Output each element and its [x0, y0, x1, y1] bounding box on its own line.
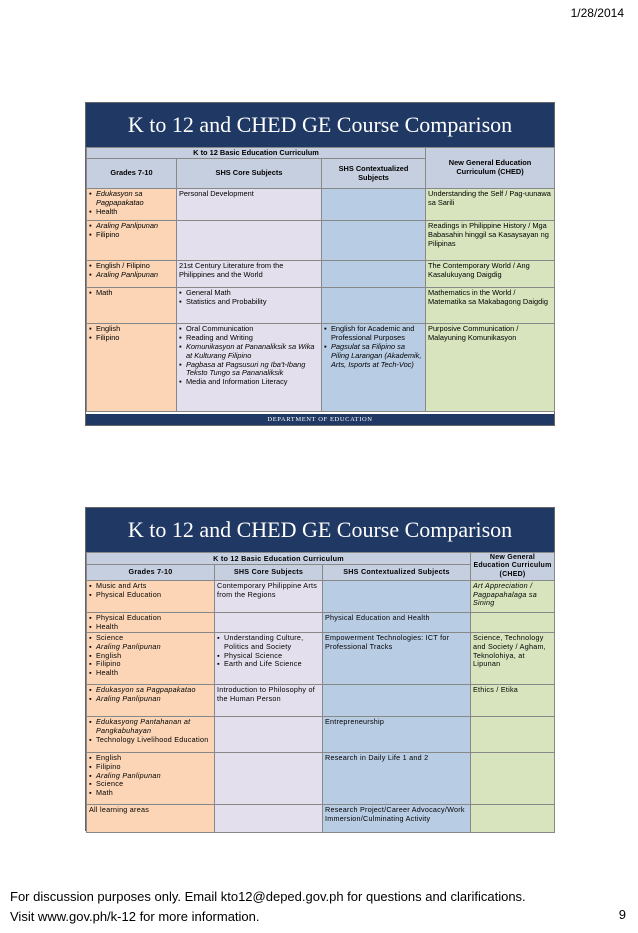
col-core-header: SHS Core Subjects: [177, 159, 322, 189]
table-row: [87, 189, 555, 221]
cell: Entrepreneurship: [323, 717, 471, 753]
list-item: ▪ Filipino: [96, 231, 174, 240]
cell: Art Appreciation / Pagpapahalaga sa Sining: [471, 581, 555, 613]
list-item: ▪ Filipino: [96, 660, 212, 669]
col-core-header: SHS Core Subjects: [215, 565, 323, 581]
cell: Science, Technology and Society / Agham, Teknolohiya, at Lipunan: [471, 633, 555, 685]
list-item: ▪ Music and Arts: [96, 582, 212, 591]
table-row: [87, 221, 555, 261]
table-row: [87, 581, 555, 613]
cell: Introduction to Philosophy of the Human Person: [215, 685, 323, 717]
cell: Physical Education and Health: [323, 613, 471, 633]
list-item: ▪ Pagbasa at Pagsusuri ng Iba't-Ibang Teksto Tungo sa Pananaliksik: [186, 361, 319, 379]
table-row: [87, 288, 555, 324]
list-item: ▪ Pagsulat sa Filipino sa Piling Larangan (Akademik, Arts, Isports at Tech-Voc): [331, 343, 423, 370]
list-item: ▪ Filipino: [96, 763, 212, 772]
list-item: ▪ General Math: [186, 289, 319, 298]
table-row: [87, 261, 555, 288]
comparison-table-2: [86, 552, 555, 833]
slide-1: [85, 102, 555, 426]
list-item: ▪ Araling Panlipunan: [96, 222, 174, 231]
list-item: ▪ Math: [96, 789, 212, 798]
list-item: ▪ English: [96, 652, 212, 661]
list-item: ▪ Araling Panlipunan: [96, 643, 212, 652]
comparison-table-1: [86, 147, 555, 412]
list-item: ▪ Reading and Writing: [186, 334, 319, 343]
list-item: ▪ Statistics and Probability: [186, 298, 319, 307]
cell: The Contemporary World / Ang Kasalukuyang Daigdig: [426, 261, 555, 288]
slide-1-title: K to 12 and CHED GE Course Comparison: [86, 103, 554, 147]
list-item: ▪ Math: [96, 289, 174, 298]
col-grades-header: Grades 7-10: [87, 159, 177, 189]
cell: Contemporary Philippine Arts from the Regions: [215, 581, 323, 613]
cell: Research in Daily Life 1 and 2: [323, 753, 471, 805]
list-item: ▪ English for Academic and Professional Purposes: [331, 325, 423, 343]
table-row: [87, 324, 555, 412]
table-row: [87, 685, 555, 717]
footer-line-2: Visit www.gov.ph/k-12 for more information.: [10, 909, 260, 924]
department-footer: DEPARTMENT OF EDUCATION: [86, 414, 554, 425]
cell: Ethics / Etika: [471, 685, 555, 717]
list-item: ▪ Earth and Life Science: [224, 660, 320, 669]
table-row: [87, 613, 555, 633]
col-ched-header: New General Education Curriculum (CHED): [426, 148, 555, 189]
list-item: ▪ Health: [96, 623, 212, 632]
slide-2: [85, 507, 555, 831]
list-item: ▪ Edukasyon sa Pagpapakatao: [96, 686, 212, 695]
table-row: [87, 805, 555, 833]
list-item: ▪ Science: [96, 780, 212, 789]
table-row: [87, 717, 555, 753]
list-item: ▪ Media and Information Literacy: [186, 378, 319, 387]
slide-2-title: K to 12 and CHED GE Course Comparison: [86, 508, 554, 552]
page-footer: [10, 887, 526, 927]
group-header: K to 12 Basic Education Curriculum: [87, 553, 471, 565]
col-context-header: SHS Contextualized Subjects: [323, 565, 471, 581]
list-item: ▪ Komunikasyon at Pananaliksik sa Wika at Kulturang Filipino: [186, 343, 319, 361]
list-item: ▪ English: [96, 325, 174, 334]
col-ched-header: New General Education Curriculum (CHED): [471, 553, 555, 581]
cell: Empowerment Technologies: ICT for Professional Tracks: [323, 633, 471, 685]
list-item: ▪ Araling Panlipunan: [96, 695, 212, 704]
cell: Research Project/Career Advocacy/Work Immersion/Culminating Activity: [323, 805, 471, 833]
col-grades-header: Grades 7-10: [87, 565, 215, 581]
list-item: ▪ Edukasyon sa Pagpapakatao: [96, 190, 174, 208]
list-item: ▪ Araling Panlipunan: [96, 772, 212, 781]
group-header: K to 12 Basic Education Curriculum: [87, 148, 426, 159]
cell: Understanding the Self / Pag-uunawa sa Sarili: [426, 189, 555, 221]
cell: Personal Development: [177, 189, 322, 221]
list-item: ▪ Araling Panlipunan: [96, 271, 174, 280]
cell: All learning areas: [87, 805, 215, 833]
date: 1/28/2014: [570, 6, 624, 20]
table-row: [87, 753, 555, 805]
list-item: ▪ Science: [96, 634, 212, 643]
cell: Purposive Communication / Malayuning Komunikasyon: [426, 324, 555, 412]
footer-line-1: For discussion purposes only. Email kto12@deped.gov.ph for questions and clarifications.: [10, 889, 526, 904]
list-item: ▪ Filipino: [96, 334, 174, 343]
table-row: [87, 633, 555, 685]
list-item: ▪ English: [96, 754, 212, 763]
list-item: ▪ Edukasyong Pantahanan at Pangkabuhayan: [96, 718, 212, 735]
cell: Mathematics in the World / Matematika sa Makabagong Daigdig: [426, 288, 555, 324]
list-item: ▪ English / Filipino: [96, 262, 174, 271]
list-item: ▪ Technology Livelihood Education: [96, 736, 212, 745]
list-item: ▪ Physical Education: [96, 614, 212, 623]
list-item: ▪ Oral Communication: [186, 325, 319, 334]
page-number: 9: [618, 907, 626, 922]
list-item: ▪ Physical Science: [224, 652, 320, 661]
col-context-header: SHS Contextualized Subjects: [322, 159, 426, 189]
list-item: ▪ Understanding Culture, Politics and Society: [224, 634, 320, 651]
cell: 21st Century Literature from the Philippines and the World: [177, 261, 322, 288]
list-item: ▪ Health: [96, 669, 212, 678]
list-item: ▪ Health: [96, 208, 174, 217]
cell: Readings in Philippine History / Mga Babasahin hinggil sa Kasaysayan ng Pilipinas: [426, 221, 555, 261]
list-item: ▪ Physical Education: [96, 591, 212, 600]
